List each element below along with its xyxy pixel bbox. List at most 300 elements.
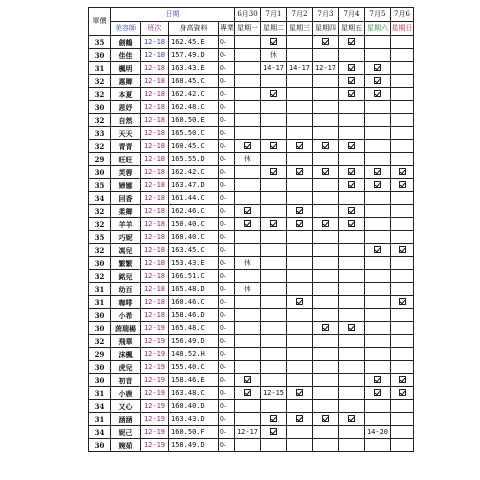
checkbox-cell bbox=[287, 140, 313, 153]
shift-cell: 12-18 bbox=[141, 62, 169, 75]
empty-day-cell bbox=[391, 413, 414, 426]
table-row bbox=[89, 348, 414, 361]
checkbox-cell bbox=[391, 374, 414, 387]
shift-cell: 12-19 bbox=[141, 439, 169, 452]
price-cell: 32 bbox=[89, 140, 111, 153]
empty-day-cell bbox=[391, 270, 414, 283]
price-cell: 29 bbox=[89, 348, 111, 361]
empty-day-cell bbox=[261, 127, 287, 140]
shift-cell: 12-18 bbox=[141, 218, 169, 231]
remark-cell: 0- bbox=[219, 348, 235, 361]
empty-day-cell bbox=[287, 101, 313, 114]
day-date-header: 7月6 bbox=[391, 8, 414, 22]
empty-day-cell bbox=[261, 309, 287, 322]
empty-day-cell bbox=[261, 335, 287, 348]
name-cell: 惠卿 bbox=[111, 75, 141, 88]
empty-day-cell bbox=[261, 114, 287, 127]
empty-day-cell bbox=[365, 218, 391, 231]
remark-cell: 0- bbox=[219, 114, 235, 127]
checked-box-icon bbox=[399, 298, 406, 305]
empty-day-cell bbox=[313, 114, 339, 127]
weekday-header: 星期一 bbox=[235, 22, 261, 36]
price-cell: 31 bbox=[89, 387, 111, 400]
empty-day-cell bbox=[261, 361, 287, 374]
table-row bbox=[89, 231, 414, 244]
empty-day-cell bbox=[313, 88, 339, 101]
day-note: 休 bbox=[244, 154, 251, 163]
remark-cell: 0- bbox=[219, 309, 235, 322]
measure-cell: 155.40.C bbox=[169, 361, 219, 374]
price-cell: 30 bbox=[89, 101, 111, 114]
empty-day-cell bbox=[235, 49, 261, 62]
measure-cell: 165.48.D bbox=[169, 283, 219, 296]
table-row bbox=[89, 36, 414, 49]
weekday-header: 星期三 bbox=[287, 22, 313, 36]
checkbox-cell bbox=[313, 218, 339, 231]
empty-day-cell bbox=[287, 426, 313, 439]
empty-day-cell bbox=[313, 192, 339, 205]
checked-box-icon bbox=[374, 90, 381, 97]
checked-box-icon bbox=[296, 389, 303, 396]
checkbox-cell bbox=[287, 387, 313, 400]
measure-cell: 162.42.C bbox=[169, 88, 219, 101]
empty-day-cell bbox=[339, 192, 365, 205]
measure-cell: 165.48.C bbox=[169, 322, 219, 335]
remark-cell: 0- bbox=[219, 36, 235, 49]
table-row bbox=[89, 270, 414, 283]
day-note: 休 bbox=[244, 284, 251, 293]
empty-day-cell bbox=[339, 309, 365, 322]
empty-day-cell bbox=[287, 231, 313, 244]
empty-day-cell bbox=[313, 374, 339, 387]
name-cell: 又心 bbox=[111, 400, 141, 413]
checkbox-cell bbox=[339, 179, 365, 192]
price-cell: 34 bbox=[89, 400, 111, 413]
checkbox-cell bbox=[313, 140, 339, 153]
checked-box-icon bbox=[348, 142, 355, 149]
remark-cell: 0- bbox=[219, 296, 235, 309]
measure-cell: 153.43.E bbox=[169, 257, 219, 270]
empty-day-cell bbox=[287, 36, 313, 49]
measure-cell: 160.40.D bbox=[169, 400, 219, 413]
empty-day-cell bbox=[261, 348, 287, 361]
empty-day-cell bbox=[339, 296, 365, 309]
measure-cell: 162.46.C bbox=[169, 205, 219, 218]
empty-day-cell bbox=[287, 114, 313, 127]
day-note: 休 bbox=[270, 50, 277, 59]
measure-cell: 157.49.D bbox=[169, 49, 219, 62]
price-header: 單價 bbox=[89, 8, 111, 36]
price-cell: 30 bbox=[89, 49, 111, 62]
empty-day-cell bbox=[365, 400, 391, 413]
checked-box-icon bbox=[348, 64, 355, 71]
empty-day-cell bbox=[339, 348, 365, 361]
price-cell: 30 bbox=[89, 322, 111, 335]
price-cell: 30 bbox=[89, 374, 111, 387]
name-cell: 自然 bbox=[111, 114, 141, 127]
checkbox-cell bbox=[235, 205, 261, 218]
empty-day-cell bbox=[261, 322, 287, 335]
checkbox-cell bbox=[313, 413, 339, 426]
empty-day-cell bbox=[261, 101, 287, 114]
table-row bbox=[89, 361, 414, 374]
remark-cell: 0- bbox=[219, 244, 235, 257]
empty-day-cell bbox=[235, 62, 261, 75]
name-cell: 小鹿 bbox=[111, 387, 141, 400]
empty-day-cell bbox=[261, 231, 287, 244]
empty-day-cell bbox=[339, 244, 365, 257]
checkbox-cell bbox=[365, 88, 391, 101]
empty-day-cell bbox=[313, 361, 339, 374]
checkbox-cell bbox=[339, 218, 365, 231]
remark-cell: 0- bbox=[219, 88, 235, 101]
measure-cell: 163.47.D bbox=[169, 179, 219, 192]
remark-cell: 0- bbox=[219, 413, 235, 426]
empty-day-cell bbox=[391, 439, 414, 452]
name-cell: 涵涵 bbox=[111, 413, 141, 426]
schedule-table bbox=[88, 7, 414, 452]
day-date-header: 7月4 bbox=[339, 8, 365, 22]
empty-day-cell bbox=[287, 335, 313, 348]
table-row bbox=[89, 296, 414, 309]
empty-day-cell bbox=[235, 413, 261, 426]
empty-day-cell bbox=[235, 231, 261, 244]
measure-cell: 158.46.E bbox=[169, 374, 219, 387]
empty-day-cell bbox=[313, 348, 339, 361]
checkbox-cell bbox=[287, 218, 313, 231]
checkbox-cell bbox=[365, 62, 391, 75]
remark-cell: 0- bbox=[219, 218, 235, 231]
empty-day-cell bbox=[391, 361, 414, 374]
shift-cell: 12-19 bbox=[141, 322, 169, 335]
table-row bbox=[89, 205, 414, 218]
checked-box-icon bbox=[399, 246, 406, 253]
checkbox-cell bbox=[339, 36, 365, 49]
empty-day-cell bbox=[391, 283, 414, 296]
measure-cell: 161.44.C bbox=[169, 192, 219, 205]
checked-box-icon bbox=[244, 389, 251, 396]
weekday-header: 星期四 bbox=[313, 22, 339, 36]
empty-day-cell bbox=[391, 426, 414, 439]
empty-day-cell bbox=[313, 244, 339, 257]
empty-day-cell bbox=[313, 400, 339, 413]
empty-day-cell bbox=[365, 205, 391, 218]
remark-cell: 0- bbox=[219, 322, 235, 335]
measure-cell: 165.50.C bbox=[169, 127, 219, 140]
empty-day-cell bbox=[287, 127, 313, 140]
empty-day-cell bbox=[391, 400, 414, 413]
remark-cell: 0- bbox=[219, 387, 235, 400]
name-cell: 沫楓 bbox=[111, 348, 141, 361]
shift-cell: 12-18 bbox=[141, 296, 169, 309]
checked-box-icon bbox=[244, 220, 251, 227]
measure-cell: 158.49.D bbox=[169, 439, 219, 452]
empty-day-cell bbox=[339, 361, 365, 374]
price-cell: 34 bbox=[89, 426, 111, 439]
empty-day-cell bbox=[287, 374, 313, 387]
name-cell: 銘兒 bbox=[111, 270, 141, 283]
empty-day-cell bbox=[365, 257, 391, 270]
empty-day-cell bbox=[235, 244, 261, 257]
empty-day-cell bbox=[287, 153, 313, 166]
day-note-cell bbox=[313, 62, 339, 75]
checked-box-icon bbox=[374, 168, 381, 175]
empty-day-cell bbox=[287, 244, 313, 257]
checkbox-cell bbox=[339, 413, 365, 426]
empty-day-cell bbox=[391, 348, 414, 361]
empty-day-cell bbox=[365, 335, 391, 348]
name-cell: 恩妤 bbox=[111, 101, 141, 114]
checked-box-icon bbox=[374, 389, 381, 396]
measure-cell: 163.43.E bbox=[169, 62, 219, 75]
table-row bbox=[89, 179, 414, 192]
name-cell: 咖啡 bbox=[111, 296, 141, 309]
checked-box-icon bbox=[270, 142, 277, 149]
table-row bbox=[89, 374, 414, 387]
checked-box-icon bbox=[374, 376, 381, 383]
table-row bbox=[89, 49, 414, 62]
day-note-cell bbox=[261, 62, 287, 75]
day-note: 14-20 bbox=[366, 427, 389, 436]
empty-day-cell bbox=[391, 140, 414, 153]
price-cell: 30 bbox=[89, 309, 111, 322]
table-row bbox=[89, 127, 414, 140]
shift-cell: 12-18 bbox=[141, 36, 169, 49]
checked-box-icon bbox=[399, 389, 406, 396]
price-cell: 32 bbox=[89, 270, 111, 283]
empty-day-cell bbox=[365, 413, 391, 426]
date-top-header: 日期 bbox=[111, 8, 235, 22]
empty-day-cell bbox=[365, 153, 391, 166]
remark-cell: 0- bbox=[219, 283, 235, 296]
table-row bbox=[89, 166, 414, 179]
shift-cell: 12-19 bbox=[141, 348, 169, 361]
name-cell: 繁繁 bbox=[111, 257, 141, 270]
checkbox-cell bbox=[235, 218, 261, 231]
day-note-cell bbox=[365, 426, 391, 439]
empty-day-cell bbox=[235, 101, 261, 114]
empty-day-cell bbox=[365, 140, 391, 153]
empty-day-cell bbox=[339, 335, 365, 348]
empty-day-cell bbox=[313, 439, 339, 452]
empty-day-cell bbox=[235, 439, 261, 452]
checkbox-cell bbox=[339, 322, 365, 335]
table-row bbox=[89, 439, 414, 452]
checkbox-cell bbox=[261, 140, 287, 153]
day-note: 14-17 bbox=[288, 63, 311, 72]
empty-day-cell bbox=[235, 88, 261, 101]
empty-day-cell bbox=[365, 36, 391, 49]
empty-day-cell bbox=[391, 231, 414, 244]
remark-cell: 0- bbox=[219, 374, 235, 387]
empty-day-cell bbox=[235, 270, 261, 283]
day-date-header: 6月30 bbox=[235, 8, 261, 22]
name-cell: 幼百 bbox=[111, 283, 141, 296]
empty-day-cell bbox=[391, 322, 414, 335]
shift-cell: 12-18 bbox=[141, 270, 169, 283]
checked-box-icon bbox=[270, 428, 277, 435]
name-cell: 旺旺 bbox=[111, 153, 141, 166]
measure-cell: 160.40.C bbox=[169, 231, 219, 244]
checkbox-cell bbox=[287, 296, 313, 309]
remark-cell: 0- bbox=[219, 140, 235, 153]
day-date-header: 7月5 bbox=[365, 8, 391, 22]
checked-box-icon bbox=[322, 220, 329, 227]
empty-day-cell bbox=[313, 426, 339, 439]
table-row bbox=[89, 62, 414, 75]
measure-cell: 162.45.E bbox=[169, 36, 219, 49]
shift-cell: 12-19 bbox=[141, 374, 169, 387]
checked-box-icon bbox=[296, 168, 303, 175]
table-row bbox=[89, 413, 414, 426]
checked-box-icon bbox=[348, 220, 355, 227]
price-cell: 33 bbox=[89, 127, 111, 140]
measure-cell: 166.51.C bbox=[169, 270, 219, 283]
name-cell: 婦娜 bbox=[111, 179, 141, 192]
shift-cell: 12-19 bbox=[141, 400, 169, 413]
day-note-cell bbox=[287, 62, 313, 75]
empty-day-cell bbox=[235, 322, 261, 335]
empty-day-cell bbox=[339, 426, 365, 439]
checked-box-icon bbox=[296, 207, 303, 214]
checkbox-cell bbox=[287, 166, 313, 179]
checkbox-cell bbox=[287, 413, 313, 426]
empty-day-cell bbox=[391, 192, 414, 205]
empty-day-cell bbox=[365, 348, 391, 361]
empty-day-cell bbox=[287, 75, 313, 88]
day-date-header: 7月1 bbox=[261, 8, 287, 22]
remark-cell: 0- bbox=[219, 101, 235, 114]
shift-cell: 12-18 bbox=[141, 192, 169, 205]
checkbox-cell bbox=[287, 205, 313, 218]
empty-day-cell bbox=[287, 179, 313, 192]
empty-day-cell bbox=[287, 309, 313, 322]
empty-day-cell bbox=[391, 49, 414, 62]
empty-day-cell bbox=[365, 322, 391, 335]
empty-day-cell bbox=[261, 374, 287, 387]
empty-day-cell bbox=[287, 88, 313, 101]
measure-cell: 160.50.F bbox=[169, 426, 219, 439]
table-row bbox=[89, 101, 414, 114]
checked-box-icon bbox=[348, 77, 355, 84]
name-cell: 馮兒 bbox=[111, 244, 141, 257]
empty-day-cell bbox=[339, 127, 365, 140]
name-cell: 婉茹 bbox=[111, 439, 141, 452]
empty-day-cell bbox=[235, 166, 261, 179]
checked-box-icon bbox=[348, 38, 355, 45]
empty-day-cell bbox=[313, 75, 339, 88]
checkbox-cell bbox=[391, 179, 414, 192]
remark-cell: 0- bbox=[219, 426, 235, 439]
price-cell: 31 bbox=[89, 62, 111, 75]
empty-day-cell bbox=[235, 75, 261, 88]
table-row bbox=[89, 309, 414, 322]
empty-day-cell bbox=[365, 309, 391, 322]
measure-cell: 165.55.D bbox=[169, 153, 219, 166]
empty-day-cell bbox=[235, 348, 261, 361]
checkbox-cell bbox=[261, 413, 287, 426]
day-note: 12-17 bbox=[236, 427, 259, 436]
name-cell: 芙蓉 bbox=[111, 166, 141, 179]
checked-box-icon bbox=[296, 220, 303, 227]
empty-day-cell bbox=[313, 257, 339, 270]
day-note: 12-15 bbox=[262, 388, 285, 397]
checkbox-cell bbox=[391, 166, 414, 179]
empty-day-cell bbox=[391, 114, 414, 127]
measure-cell: 162.48.C bbox=[169, 101, 219, 114]
empty-day-cell bbox=[391, 101, 414, 114]
shift-cell: 12-18 bbox=[141, 140, 169, 153]
checkbox-cell bbox=[365, 387, 391, 400]
empty-day-cell bbox=[391, 218, 414, 231]
measure-cell: 168.45.C bbox=[169, 75, 219, 88]
name-header: 美容師 bbox=[111, 22, 141, 36]
remark-cell: 0- bbox=[219, 400, 235, 413]
checked-box-icon bbox=[322, 324, 329, 331]
name-cell: 柔卿 bbox=[111, 205, 141, 218]
checkbox-cell bbox=[365, 374, 391, 387]
empty-day-cell bbox=[261, 153, 287, 166]
checked-box-icon bbox=[270, 90, 277, 97]
checkbox-cell bbox=[391, 244, 414, 257]
shift-cell: 12-18 bbox=[141, 205, 169, 218]
table-row bbox=[89, 140, 414, 153]
checkbox-cell bbox=[313, 166, 339, 179]
checkbox-cell bbox=[235, 374, 261, 387]
shift-cell: 12-18 bbox=[141, 153, 169, 166]
checked-box-icon bbox=[322, 415, 329, 422]
table-row bbox=[89, 88, 414, 101]
price-cell: 32 bbox=[89, 244, 111, 257]
checked-box-icon bbox=[348, 415, 355, 422]
checked-box-icon bbox=[244, 142, 251, 149]
remark-cell: 0- bbox=[219, 335, 235, 348]
checked-box-icon bbox=[348, 181, 355, 188]
empty-day-cell bbox=[261, 400, 287, 413]
checkbox-cell bbox=[365, 75, 391, 88]
empty-day-cell bbox=[287, 192, 313, 205]
table-row bbox=[89, 244, 414, 257]
table-row bbox=[89, 426, 414, 439]
checked-box-icon bbox=[296, 142, 303, 149]
remark-cell: 0- bbox=[219, 62, 235, 75]
name-cell: 佳佳 bbox=[111, 49, 141, 62]
empty-day-cell bbox=[313, 49, 339, 62]
empty-day-cell bbox=[391, 62, 414, 75]
price-cell: 30 bbox=[89, 257, 111, 270]
weekday-header: 星期二 bbox=[261, 22, 287, 36]
measure-cell: 163.45.C bbox=[169, 244, 219, 257]
empty-day-cell bbox=[261, 205, 287, 218]
empty-day-cell bbox=[313, 270, 339, 283]
checkbox-cell bbox=[365, 244, 391, 257]
empty-day-cell bbox=[287, 283, 313, 296]
checkbox-cell bbox=[261, 88, 287, 101]
day-note: 休 bbox=[244, 258, 251, 267]
shift-cell: 12-18 bbox=[141, 49, 169, 62]
empty-day-cell bbox=[391, 36, 414, 49]
remark-cell: 0- bbox=[219, 205, 235, 218]
empty-day-cell bbox=[391, 257, 414, 270]
price-cell: 31 bbox=[89, 283, 111, 296]
empty-day-cell bbox=[313, 335, 339, 348]
checked-box-icon bbox=[244, 207, 251, 214]
shift-cell: 12-18 bbox=[141, 231, 169, 244]
empty-day-cell bbox=[287, 322, 313, 335]
checkbox-cell bbox=[365, 166, 391, 179]
empty-day-cell bbox=[339, 153, 365, 166]
weekday-header: 星期五 bbox=[339, 22, 365, 36]
